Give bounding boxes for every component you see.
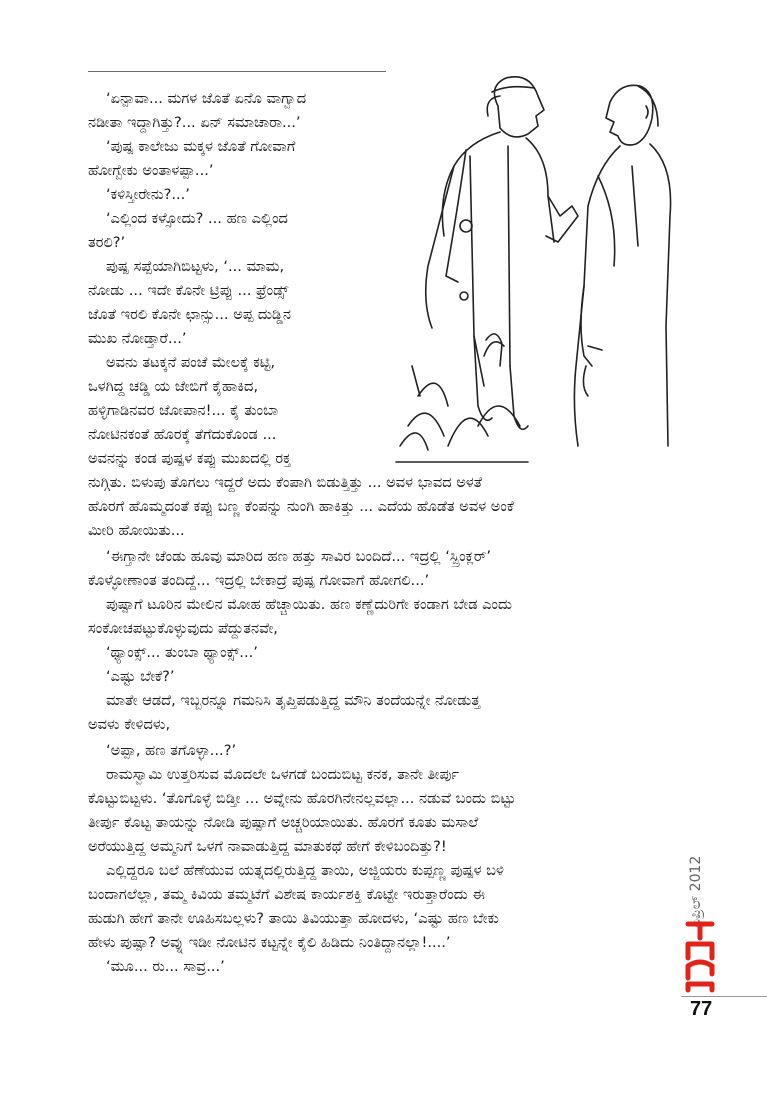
illustration-art [388,66,679,475]
text-line: ‘ಏನ್ಪಾವಾ... ಮಗಳ ಜೊತೆ ಏನೊ ವಾಗ್ವಾದ [106,90,307,107]
text-line: ‘ಈಗ್ತಾನೇ ಚೆಂಡು ಹೂವು ಮಾರಿದ ಹಣ ಹತ್ತು ಸಾವಿರ ಬಂದಿದೆ... ಇದ್ರಲ್ಲಿ ‘ಸ್ಪ್ರಿಂಕ್ಲರ್’ [106,548,492,565]
text-line: ನೋಟಿನಕಂತೆ ಹೊರಕ್ಕೆ ತೆಗೆದುಕೊಂಡ ... [88,426,277,443]
text-line: ನೋಡು ... ಇದೇ ಕೊನೇ ಟ್ರಿಪ್ಪು ... ಫ್ರೆಂಡ್ಸ್ [88,282,289,299]
text-line: ಕೊಳ್ಳೋಣಾಂತ ತಂದಿದ್ದೆ... ಇದ್ರಲ್ಲಿ ಬೇಕಾದ್ರೆ ಪುಷ್ಪ ಗೋವಾಗೆ ಹೋಗಲಿ...’ [88,572,430,589]
text-line: ‘ಎಷ್ಟು ಬೇಕೆ?’ [106,668,175,685]
text-line: ಹಳ್ಳಿಗಾಡಿನವರ ಜೋಪಾನ!... ಕೈ ತುಂಬಾ [88,402,279,419]
text-line: ಹೋಗ್ಬೇಕು ಅಂತಾಳಪ್ಪಾ...’ [88,162,214,179]
text-line: ಹೇಳು ಪುಷ್ಪಾ? ಅವ್ನು ಇಡೀ ನೋಟಿನ ಕಟ್ಟನ್ನೇ ಕೈಲಿ ಹಿಡಿದು ನಿಂತಿದ್ದಾನಲ್ಲಾ!....’ [88,934,451,951]
text-line: ಪುಷ್ಪಾಗೆ ಟೂರಿನ ಮೇಲಿನ ಮೋಹ ಹೆಚ್ಚಾಯಿತು. ಹಣ ಕಣ್ಣೆದುರಿಗೇ ಕಂಡಾಗ ಬೇಡ ಎಂದು [106,596,513,613]
page-number-rule [681,996,767,997]
text-line: ರಾಮಸ್ವಾಮಿ ಉತ್ತರಿಸುವ ಮೊದಲೇ ಒಳಗಡೆ ಬಂದುಬಿಟ್ಟ ಕನಕ, ತಾನೇ ತೀರ್ಪು [106,766,459,783]
text-line: ‘ಅಪ್ಪಾ, ಹಣ ತಗೊಳ್ಳಾ...?’ [106,742,237,759]
issue-month: ಏಪ್ರಿಲ್ [688,895,704,928]
magazine-logo [680,918,720,994]
text-line: ಮಾತೇ ಆಡದೆ, ಇಬ್ಬರನ್ನೂ ಗಮನಿಸಿ ತೃಪ್ತಿಪಡುತ್ತಿದ್ದ ಮೌನಿ ತಂದೆಯನ್ನೇ ನೋಡುತ್ತ [106,692,481,709]
text-line: ಪುಷ್ಪ ಸಪ್ಪೆಯಾಗಿಬಿಟ್ಟಳು, ‘... ಮಾಮ, [106,258,285,275]
text-line: ತೀರ್ಪು ಕೊಟ್ಟ ತಾಯನ್ನು ನೋಡಿ ಪುಷ್ಪಾಗೆ ಅಚ್ಚರಿಯಾಯಿತು. ಹೊರಗೆ ಕೂತು ಮಸಾಲೆ [88,814,479,831]
text-line: ಹುಡುಗಿ ಹೇಗೆ ತಾನೇ ಊಹಿಸಬಲ್ಲಳು? ತಾಯಿ ತಿವಿಯುತ್ತಾ ಹೋದಳು, ‘ಎಷ್ಟು ಹಣ ಬೇಕು [88,910,499,927]
text-line: ನಡೀತಾ ಇದ್ದಾಗಿತ್ತು?... ಏನ್ ಸಮಾಚಾರಾ...’ [88,114,301,131]
mayura-logo-mark [680,918,720,994]
text-line: ಅವನನ್ನು ಕಂಡ ಪುಷ್ಪಳ ಕಪ್ಪು ಮುಖದಲ್ಲಿ ರಕ್ತ [88,450,291,467]
text-line: ಮೀರಿ ಹೋಯಿತು... [88,522,185,539]
text-line: ಜೊತೆ ಇರಲಿ ಕೊನೇ ಛಾನ್ಸು... ಅಪ್ಪ ದುಡ್ಡಿನ [88,306,291,323]
text-line: ಹೊರಗೆ ಹೊಮ್ಮದಂತೆ ಕಪ್ಪು ಬಣ್ಣ ಕೆಂಪನ್ನು ನುಂಗಿ ಹಾಕಿತ್ತು ... ಎದೆಯ ಹೊಡೆತ ಅವಳ ಅಂಕೆ [88,498,515,515]
text-line: ಒಳಗಿದ್ದ ಚಡ್ಡಿ ಯ ಜೇಬಿಗೆ ಕೈಹಾಕಿದ, [88,378,259,395]
text-line: ತರಲಿ?’ [88,234,126,251]
text-line: ‘ಥ್ಯಾಂಕ್ಸ್... ತುಂಬಾ ಥ್ಯಾಂಕ್ಸ್...’ [106,644,258,661]
text-line: ಅವನು ತಟಕ್ಕನೆ ಪಂಚೆ ಮೇಲಕ್ಕೆ ಕಟ್ಟಿ, [106,354,276,371]
text-line: ‘ಎಲ್ಲಿಂದ ಕಳ್ಸೋದು? ... ಹಣ ಎಲ್ಲಿಂದ [106,210,288,227]
issue-date [688,808,722,928]
text-line: ಎಲ್ಲಿದ್ದರೂ ಬಲೆ ಹೆಣೆಯುವ ಯತ್ನದಲ್ಲಿರುತ್ತಿದ್ದ ತಾಯಿ, ಅಜ್ಜಿಯರು ಕುಪ್ಪಣ್ಣ ಪುಷ್ಪಳ ಬಳಿ [106,862,504,879]
text-line: ಕೊಟ್ಟುಬಿಟ್ಟಳು. ‘ತೊಗೊಳ್ಳೆ ಬಿಡ್ತೀ ... ಅವ್ನೇನು ಹೊರಗಿನೇನಲ್ಲವಲ್ಲಾ... ನಡುವೆ ಬಂದು ಬಿಟ್ಟು [88,790,516,807]
top-rule [88,71,386,72]
text-line: ‘ಪುಷ್ಪ ಕಾಲೇಜು ಮಕ್ಕಳ ಜೊತೆ ಗೋವಾಗೆ [106,138,296,155]
text-line: ಬಂದಾಗಲೆಲ್ಲಾ, ತಮ್ಮ ಕಿವಿಯ ತಮ್ಮಟೆಗೆ ವಿಶೇಷ ಕಾರ್ಯಶಕ್ತಿ ಕೊಟ್ಟೇ ಇರುತ್ತಾರೆಂದು ಈ [88,886,486,903]
text-line: ಅವಳು ಕೇಳಿದಳು, [88,716,171,733]
issue-year: 2012 [688,855,704,892]
text-line: ನುಗ್ಗಿತು. ಬಿಳುಪು ತೊಗಲು ಇದ್ದರೆ ಅದು ಕೆಂಪಾಗಿ ಬಿಡುತ್ತಿತ್ತು ... ಅವಳ ಭಾವದ ಅಳತೆ [88,474,483,491]
text-line: ಮುಖ ನೋಡ್ತಾರೆ...’ [88,330,187,347]
text-line: ಸಂಕೋಚಪಟ್ಟುಕೊಳ್ಳುವುದು ಪೆದ್ದುತನವೇ, [88,620,278,637]
two-people-illustration [388,66,679,475]
text-line: ‘ಕಳಿಸ್ತೀರೇನು?...’ [106,186,190,203]
text-line: ‘ಮೂ... ರು... ಸಾವ್ರ...’ [106,958,225,975]
text-line: ಅರೆಯುತ್ತಿದ್ದ ಅಮ್ಮನಿಗೆ ಒಳಗೆ ನಾವಾಡುತ್ತಿದ್ದ ಮಾತುಕಥೆ ಹೇಗೆ ಕೇಳಿಬಂದಿತ್ತು?! [88,838,447,855]
page-number: 77 [690,998,713,1020]
